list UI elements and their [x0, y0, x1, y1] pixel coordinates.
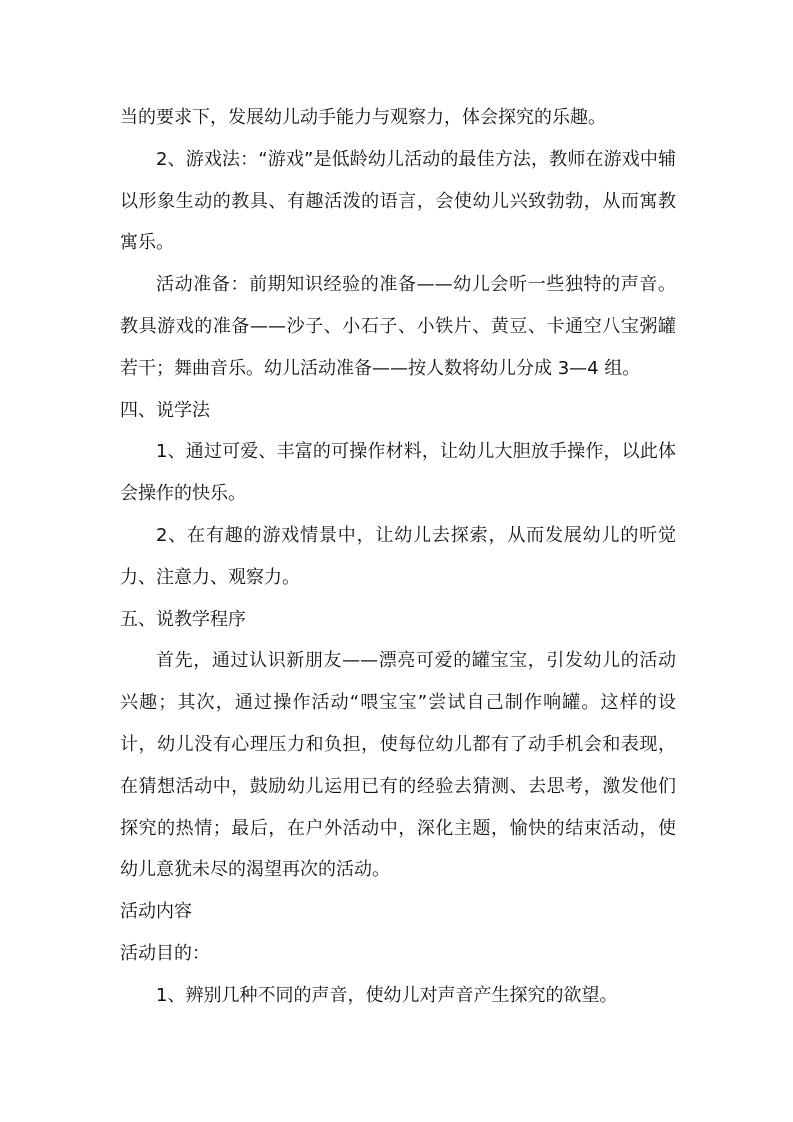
- paragraph-continuation: 当的要求下，发展幼儿动手能力与观察力，体会探究的乐趣。: [120, 107, 606, 128]
- document-body: [120, 97, 676, 1017]
- paragraph-learning-2: 2、在有趣的游戏情景中，让幼儿去探索，从而发展幼儿的听觉力、注意力、观察力。: [120, 524, 676, 588]
- heading-learning-method: 四、说学法: [120, 399, 210, 421]
- heading-activity-content: 活动内容: [120, 901, 192, 923]
- paragraph-purpose-1: 1、辨别几种不同的声音，使幼儿对声音产生探究的欲望。: [156, 984, 618, 1006]
- paragraph-procedure: 首先，通过认识新朋友——漂亮可爱的罐宝宝，引发幼儿的活动兴趣；其次，通过操作活动“喂宝宝”尝试自己制作响罐。这样的设计，幼儿没有心理压力和负担，使每位幼儿都有了动手机会和表现，在猜想活动中，鼓励幼儿运用已有的经验去猜测、去思考，激发他们探究的热情；最后，在户外活动中，深化主题，愉快的结束活动，使幼儿意犹未尽的渴望再次的活动。: [120, 650, 676, 881]
- heading-activity-purpose: 活动目的：: [120, 942, 210, 964]
- heading-teaching-procedure: 五、说教学程序: [120, 608, 246, 630]
- paragraph-activity-preparation: 活动准备：前期知识经验的准备——幼儿会听一些独特的声音。教具游戏的准备——沙子、小石子、小铁片、黄豆、卡通空八宝粥罐若干；舞曲音乐。幼儿活动准备——按人数将幼儿分成 3—4 组。: [120, 274, 676, 379]
- paragraph-game-method: 2、游戏法：“游戏”是低龄幼儿活动的最佳方法，教师在游戏中辅以形象生动的教具、有趣活泼的语言，会使幼儿兴致勃勃，从而寓教寓乐。: [120, 148, 676, 254]
- paragraph-learning-1: 1、通过可爱、丰富的可操作材料，让幼儿大胆放手操作，以此体会操作的快乐。: [120, 441, 676, 505]
